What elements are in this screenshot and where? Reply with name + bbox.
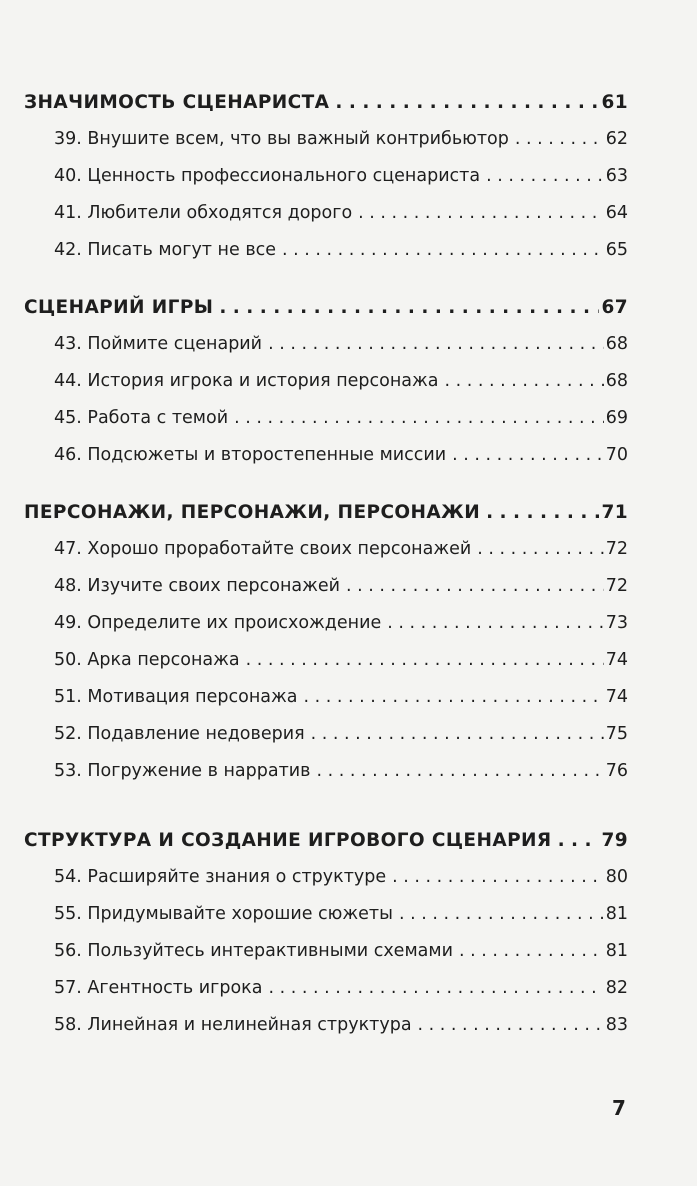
dot-leader	[452, 437, 604, 474]
dot-leader	[477, 531, 603, 568]
dot-leader	[268, 326, 604, 363]
entry-page: 75	[605, 724, 628, 744]
entry-page: 65	[605, 240, 628, 260]
dot-leader	[234, 400, 604, 437]
entry-page: 72	[605, 576, 628, 596]
toc-section	[24, 494, 628, 790]
entry-page: 76	[605, 761, 628, 781]
dot-leader	[418, 1007, 604, 1044]
dot-leader	[515, 121, 604, 158]
toc-section	[24, 822, 628, 1044]
entry-title: 54. Расширяйте знания о структуре	[54, 867, 387, 887]
entry-page: 63	[605, 166, 628, 186]
section-heading	[24, 494, 628, 531]
entry-title: 40. Ценность профессионального сценариста	[54, 166, 481, 186]
dot-leader	[358, 195, 604, 232]
entry-page: 68	[605, 371, 628, 391]
dot-leader	[486, 494, 599, 531]
entry-page: 73	[605, 613, 628, 633]
section-page: 61	[601, 92, 628, 113]
dot-leader	[219, 289, 599, 326]
toc-entry	[24, 1007, 628, 1044]
entry-title: 45. Работа с темой	[54, 408, 229, 428]
toc-section	[24, 84, 628, 269]
page-number: 7	[612, 1096, 626, 1120]
dot-leader	[346, 568, 604, 605]
dot-leader	[445, 363, 604, 400]
entry-title: 42. Писать могут не все	[54, 240, 277, 260]
entry-title: 47. Хорошо проработайте своих персонажей	[54, 539, 472, 559]
dot-leader	[282, 232, 604, 269]
entry-page: 83	[605, 1015, 628, 1035]
toc-entry	[24, 970, 628, 1007]
toc-entry	[24, 232, 628, 269]
section-title: ЗНАЧИМОСТЬ СЦЕНАРИСТА	[24, 92, 330, 113]
section-title: СТРУКТУРА И СОЗДАНИЕ ИГРОВОГО СЦЕНАРИЯ	[24, 830, 552, 851]
entry-title: 39. Внушите всем, что вы важный контрибьютор	[54, 129, 509, 149]
dot-leader	[311, 716, 604, 753]
dot-leader	[486, 158, 604, 195]
dot-leader	[392, 859, 604, 896]
entry-title: 50. Арка персонажа	[54, 650, 240, 670]
dot-leader	[303, 679, 603, 716]
entry-page: 80	[605, 867, 628, 887]
dot-leader	[459, 933, 604, 970]
toc-entry	[24, 679, 628, 716]
entry-title: 58. Линейная и нелинейная структура	[54, 1015, 412, 1035]
entry-title: 55. Придумывайте хорошие сюжеты	[54, 904, 393, 924]
entry-title: 56. Пользуйтесь интерактивными схемами	[54, 941, 453, 961]
entry-page: 69	[605, 408, 628, 428]
entry-page: 81	[605, 904, 628, 924]
section-page: 79	[601, 830, 628, 851]
entry-title: 43. Поймите сценарий	[54, 334, 263, 354]
section-page: 71	[601, 502, 628, 523]
toc-entry	[24, 121, 628, 158]
toc-entry	[24, 400, 628, 437]
entry-title: 44. История игрока и история персонажа	[54, 371, 439, 391]
section-page: 67	[601, 297, 628, 318]
entry-title: 51. Мотивация персонажа	[54, 687, 298, 707]
dot-leader	[268, 970, 603, 1007]
toc-entry	[24, 326, 628, 363]
section-title: ПЕРСОНАЖИ, ПЕРСОНАЖИ, ПЕРСОНАЖИ	[24, 502, 481, 523]
entry-page: 74	[605, 687, 628, 707]
toc-entry	[24, 716, 628, 753]
entry-page: 64	[605, 203, 628, 223]
entry-title: 41. Любители обходятся дорого	[54, 203, 353, 223]
toc-entry	[24, 753, 628, 790]
section-heading	[24, 822, 628, 859]
toc-entry	[24, 859, 628, 896]
toc-entry	[24, 896, 628, 933]
entry-page: 81	[605, 941, 628, 961]
entry-title: 46. Подсюжеты и второстепенные миссии	[54, 445, 447, 465]
entry-title: 57. Агентность игрока	[54, 978, 263, 998]
entry-page: 74	[605, 650, 628, 670]
table-of-contents	[24, 84, 628, 1064]
entry-title: 53. Погружение в нарратив	[54, 761, 311, 781]
section-title: СЦЕНАРИЙ ИГРЫ	[24, 297, 214, 318]
entry-page: 72	[605, 539, 628, 559]
dot-leader	[387, 605, 603, 642]
entry-title: 49. Определите их происхождение	[54, 613, 382, 633]
section-heading	[24, 289, 628, 326]
toc-entry	[24, 568, 628, 605]
toc-section	[24, 289, 628, 474]
toc-entry	[24, 195, 628, 232]
toc-entry	[24, 437, 628, 474]
entry-title: 48. Изучите своих персонажей	[54, 576, 341, 596]
toc-entry	[24, 158, 628, 195]
toc-entry	[24, 363, 628, 400]
dot-leader	[316, 753, 603, 790]
dot-leader	[246, 642, 604, 679]
toc-entry	[24, 933, 628, 970]
dot-leader	[558, 822, 600, 859]
toc-entry	[24, 605, 628, 642]
entry-page: 70	[605, 445, 628, 465]
entry-page: 82	[605, 978, 628, 998]
section-heading	[24, 84, 628, 121]
entry-page: 68	[605, 334, 628, 354]
dot-leader	[335, 84, 599, 121]
entry-title: 52. Подавление недоверия	[54, 724, 305, 744]
dot-leader	[399, 896, 604, 933]
toc-entry	[24, 642, 628, 679]
entry-page: 62	[605, 129, 628, 149]
toc-entry	[24, 531, 628, 568]
